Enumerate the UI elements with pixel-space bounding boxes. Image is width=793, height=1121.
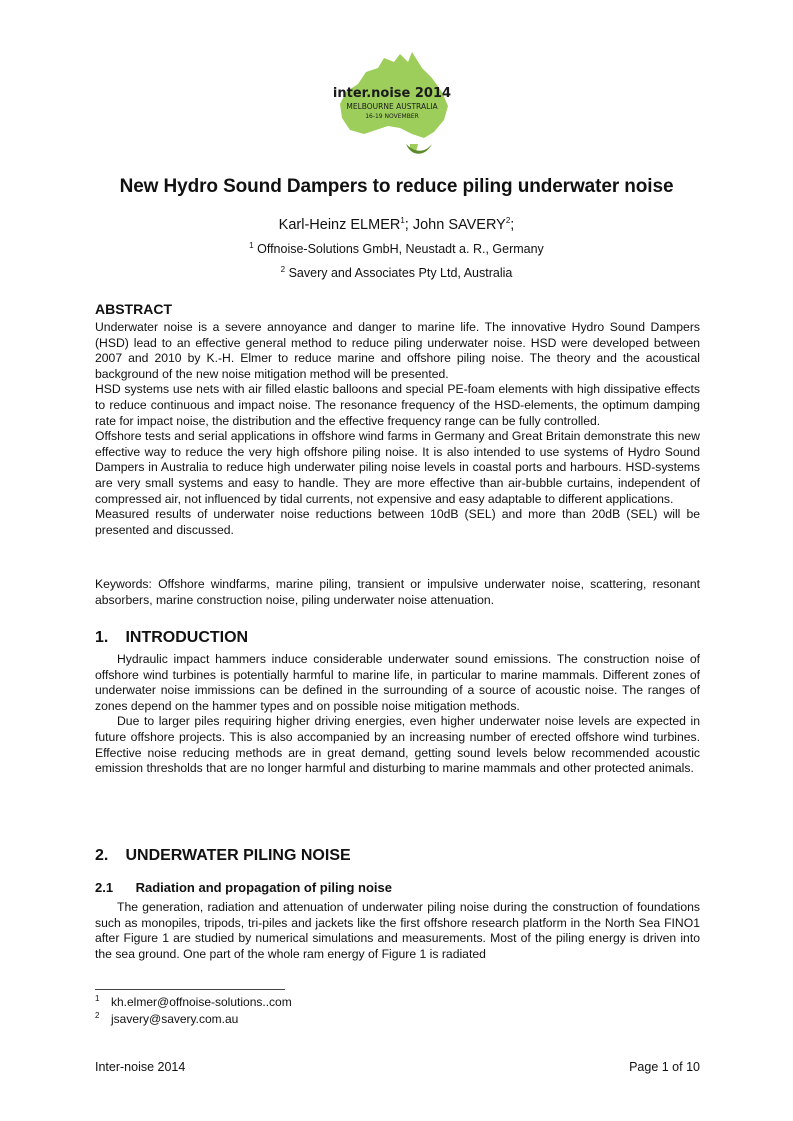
author-2-mark: 2	[505, 216, 511, 226]
footnote-2: 2 jsavery@savery.com.au	[95, 1011, 239, 1026]
keywords-text: Keywords: Offshore windfarms, marine piling, transient or impulsive underwater noise, scattering, resonant absorbers, marine construction noise, piling underwater noise attenuation.	[95, 577, 700, 607]
author-2: John SAVERY	[412, 217, 506, 233]
logo-line1: inter.noise 2014	[332, 86, 452, 101]
paper-title: New Hydro Sound Dampers to reduce piling underwater noise	[119, 176, 674, 197]
keywords	[95, 577, 700, 608]
subsection-2-1-heading	[95, 880, 700, 895]
abstract-paragraph: HSD systems use nets with air filled elastic balloons and special PE-foam elements with high dissipative effects to reduce continuous and impact noise. The resonance frequency of the HSD-elements, the optimum damping rate for impact noise, the distribution and the effective frequency range can be fully controlled.	[95, 382, 700, 428]
section-title: UNDERWATER PILING NOISE	[125, 847, 351, 864]
abstract-paragraph: Measured results of underwater noise reductions between 10dB (SEL) and more than 20dB (SEL) will be presented and discussed.	[95, 507, 700, 537]
subsection-title: Radiation and propagation of piling noise	[135, 880, 393, 895]
body-paragraph: Due to larger piles requiring higher driving energies, even higher underwater noise levels are expected in future offshore projects. This is also accompanied by an increasing number of erected offshore wind turbines. Effective noise reducing methods are in great demand, getting sound levels below recommended acoustic emission thresholds that are no longer harmful and disturbing to marine mammals and other protected animals.	[95, 714, 700, 776]
author-line	[0, 217, 793, 233]
author-separator: ;	[404, 217, 413, 233]
affiliation-text: Savery and Associates Pty Ltd, Australia	[288, 266, 513, 280]
footer-conference: Inter-noise 2014	[95, 1060, 186, 1074]
footnote-email[interactable]: kh.elmer@offnoise-solutions..com	[111, 995, 292, 1009]
footnote-divider	[95, 989, 285, 990]
section-number: 2.	[95, 847, 109, 864]
affiliation-text: Offnoise-Solutions GmbH, Neustadt a. R., Germany	[257, 242, 544, 256]
abstract-heading: ABSTRACT	[95, 301, 172, 317]
section-2-heading	[95, 847, 700, 865]
abstract-paragraph: Offshore tests and serial applications in offshore wind farms in Germany and Great Britain demonstrate this new effective way to reduce the very high offshore piling noise. It is also intended to use systems of Hydro Sound Dampers in Australia to reduce high underwater piling noise levels in coastal ports and harbours. HSD-systems are very small systems and easy to handle. They are more effective than air-bubble curtains, independent of compressed air, not influenced by tidal currents, not expensive and easy adaptable to different applications.	[95, 429, 700, 506]
footer-page-number: Page 1 of 10	[629, 1060, 700, 1074]
logo-line2: MELBOURNE AUSTRALIA	[346, 102, 438, 111]
author-1: Karl-Heinz ELMER	[278, 217, 401, 233]
section-1-heading	[95, 629, 700, 647]
author-end: ;	[510, 217, 515, 233]
australia-map-icon	[328, 48, 456, 166]
affiliation-mark: 1	[249, 240, 254, 250]
footnote-email[interactable]: jsavery@savery.com.au	[111, 1012, 239, 1026]
affiliation-1	[0, 242, 793, 256]
abstract-body	[95, 320, 700, 538]
affiliation-2	[0, 266, 793, 280]
abstract-paragraph: Underwater noise is a severe annoyance and danger to marine life. The innovative Hydro Sound Dampers (HSD) lead to an effective general method to reduce piling underwater noise. HSD were developed between 2007 and 2010 by K.-H. Elmer to reduce marine and offshore piling noise. The theory and the acoustical background of the new noise mitigation method will be presented.	[95, 320, 700, 381]
logo-line3: 16-19 NOVEMBER	[365, 113, 419, 120]
body-paragraph: Hydraulic impact hammers induce considerable underwater sound emissions. The construction noise of offshore wind turbines is potentially harmful to marine life, in particular to marine mammals. Different zones of underwater noise immissions can be defined in the surrounding of a source of acoustic noise. The ranges of zones depend on the hammer types and on possible noise mitigation methods.	[95, 652, 700, 713]
conference-logo	[328, 48, 456, 166]
subsection-2-1-body	[95, 900, 700, 962]
affiliation-mark: 2	[280, 264, 286, 274]
section-1-body	[95, 652, 700, 777]
section-number: 1.	[95, 629, 109, 646]
author-1-mark: 1	[400, 216, 405, 226]
section-title: INTRODUCTION	[125, 629, 249, 646]
footnote-1: 1 kh.elmer@offnoise-solutions..com	[95, 994, 292, 1009]
body-paragraph: The generation, radiation and attenuation of underwater piling noise during the construction of foundations such as monopiles, tripods, tri-piles and jackets like the first offshore research platform in the North Sea FINO1 after Figure 1 are studied by numerical simulations and measurements. Most of the piling energy is driven into the sea ground. One part of the whole ram energy of Figure 1 is radiated	[95, 900, 700, 961]
subsection-number: 2.1	[95, 880, 114, 895]
